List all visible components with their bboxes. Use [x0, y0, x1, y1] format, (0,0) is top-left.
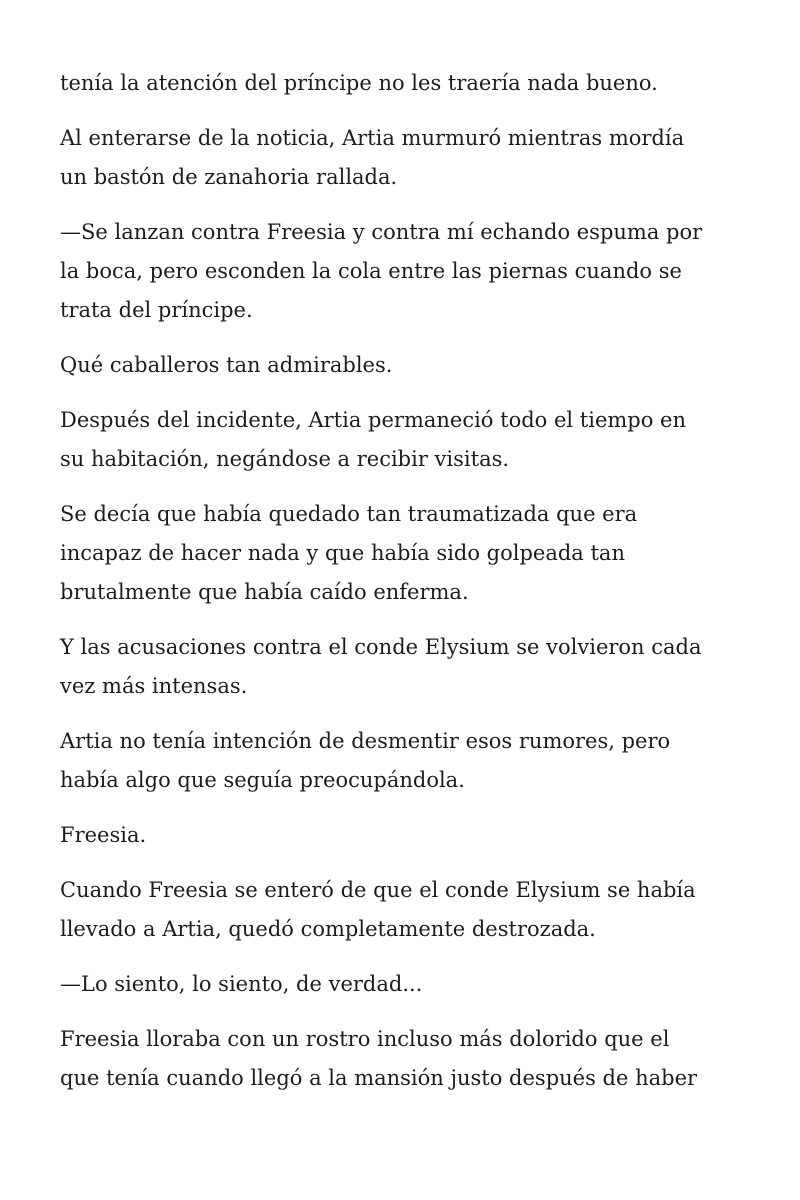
paragraph-6: Se decía que había quedado tan traumatizada que era incapaz de hacer nada y que había sido golpeada tan brutalmente que había caído enferma. — [60, 502, 638, 604]
paragraph-11: —Lo siento, lo siento, de verdad... — [60, 972, 423, 996]
paragraph-1: tenía la atención del príncipe no les traería nada bueno. — [60, 71, 658, 95]
paragraph-5: Después del incidente, Artia permaneció todo el tiempo en su habitación, negándose a recibir visitas. — [60, 408, 687, 471]
paragraph-7: Y las acusaciones contra el conde Elysium se volvieron cada vez más intensas. — [60, 635, 702, 698]
paragraph-9: Freesia. — [60, 823, 147, 847]
paragraph-4: Qué caballeros tan admirables. — [60, 353, 393, 377]
paragraph-8: Artia no tenía intención de desmentir esos rumores, pero había algo que seguía preocupándola. — [60, 729, 671, 792]
paragraph-10: Cuando Freesia se enteró de que el conde Elysium se había llevado a Artia, quedó completamente destrozada. — [60, 878, 696, 941]
paragraph-3: —Se lanzan contra Freesia y contra mí echando espuma por la boca, pero esconden la cola entre las piernas cuando se trata del príncipe. — [60, 220, 703, 322]
paragraph-12: Freesia lloraba con un rostro incluso más dolorido que el que tenía cuando llegó a la mansión justo después de haber — [60, 1027, 698, 1090]
paragraph-2: Al enterarse de la noticia, Artia murmuró mientras mordía un bastón de zanahoria rallada. — [60, 126, 685, 189]
